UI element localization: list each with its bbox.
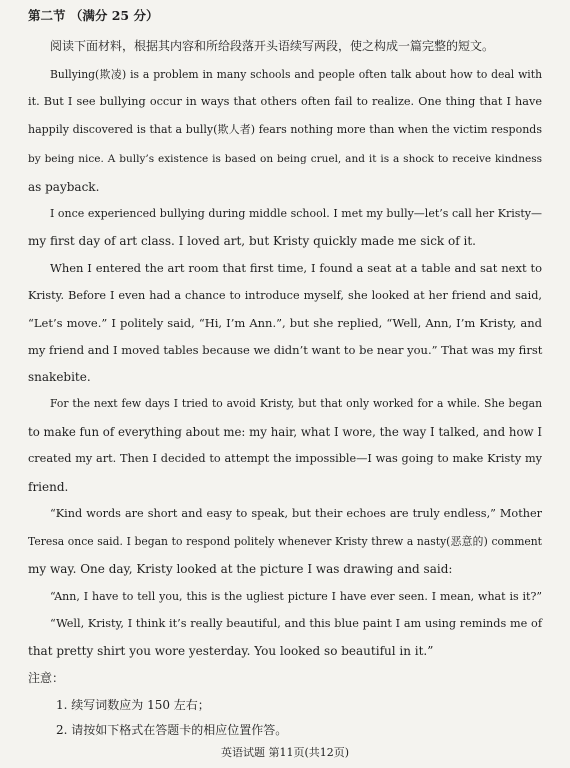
passage-line: When I entered the art room that first time, I found a seat at a table and sat next to: [50, 261, 542, 275]
passage-line: my friend and I moved tables because we didn’t want to be near you.” That was my first: [28, 343, 543, 357]
passage-line: “Let’s move.” I politely said, “Hi, I’m Ann.”, but she replied, “Well, Ann, I’m Kristy, and: [28, 316, 542, 330]
passage-line: “Ann, I have to tell you, this is the ugliest picture I have ever seen. I mean, what is it?”: [50, 590, 542, 603]
passage-line: that pretty shirt you wore yesterday. You looked so beautiful in it.”: [28, 644, 434, 658]
passage-line: happily discovered is that a bully(欺人者) fears nothing more than when the victim responds: [28, 123, 542, 136]
notes-title: 注意：: [28, 671, 65, 685]
section-heading: 第二节 （满分 25 分）: [28, 8, 159, 23]
note-item: 1. 续写词数应为 150 左右；: [56, 698, 210, 712]
passage-line: created my art. Then I decided to attempt the impossible—I was going to make Kristy my: [28, 452, 542, 465]
passage-line: Bullying(欺凌) is a problem in many schools and people often talk about how to deal with: [50, 68, 542, 81]
passage-line: Kristy. Before I even had a chance to introduce myself, she looked at her friend and said,: [28, 289, 542, 302]
passage-line: to make fun of everything about me: my hair, what I wore, the way I talked, and how I: [28, 425, 542, 439]
passage-line: it. But I see bullying occur in ways that others often fail to realize. One thing that I have: [28, 95, 542, 108]
passage-line: “Kind words are short and easy to speak, but their echoes are truly endless,” Mother: [50, 507, 542, 520]
passage-line: For the next few days I tried to avoid Kristy, but that only worked for a while. She began: [50, 397, 542, 410]
section-instruction: 阅读下面材料，根据其内容和所给段落开头语续写两段，使之构成一篇完整的短文。: [50, 39, 495, 53]
note-item: 2. 请按如下格式在答题卡的相应位置作答。: [56, 723, 288, 737]
passage-line: my way. One day, Kristy looked at the picture I was drawing and said:: [28, 562, 453, 576]
page-footer: 英语试题 第11页(共12页): [220, 746, 350, 759]
passage-line: my first day of art class. I loved art, but Kristy quickly made me sick of it.: [28, 234, 476, 248]
passage-line: by being nice. A bully’s existence is based on being cruel, and it is a shock to receive kindness: [28, 153, 542, 165]
passage-line: I once experienced bullying during middle school. I met my bully—let’s call her Kristy—: [50, 207, 542, 220]
passage-line: as payback.: [28, 180, 100, 194]
passage-line: snakebite.: [28, 370, 91, 384]
passage-line: friend.: [28, 480, 69, 494]
passage-line: Teresa once said. I began to respond politely whenever Kristy threw a nasty(恶意的) comment: [28, 535, 542, 548]
passage-line: “Well, Kristy, I think it’s really beautiful, and this blue paint I am using reminds me of: [50, 617, 542, 630]
